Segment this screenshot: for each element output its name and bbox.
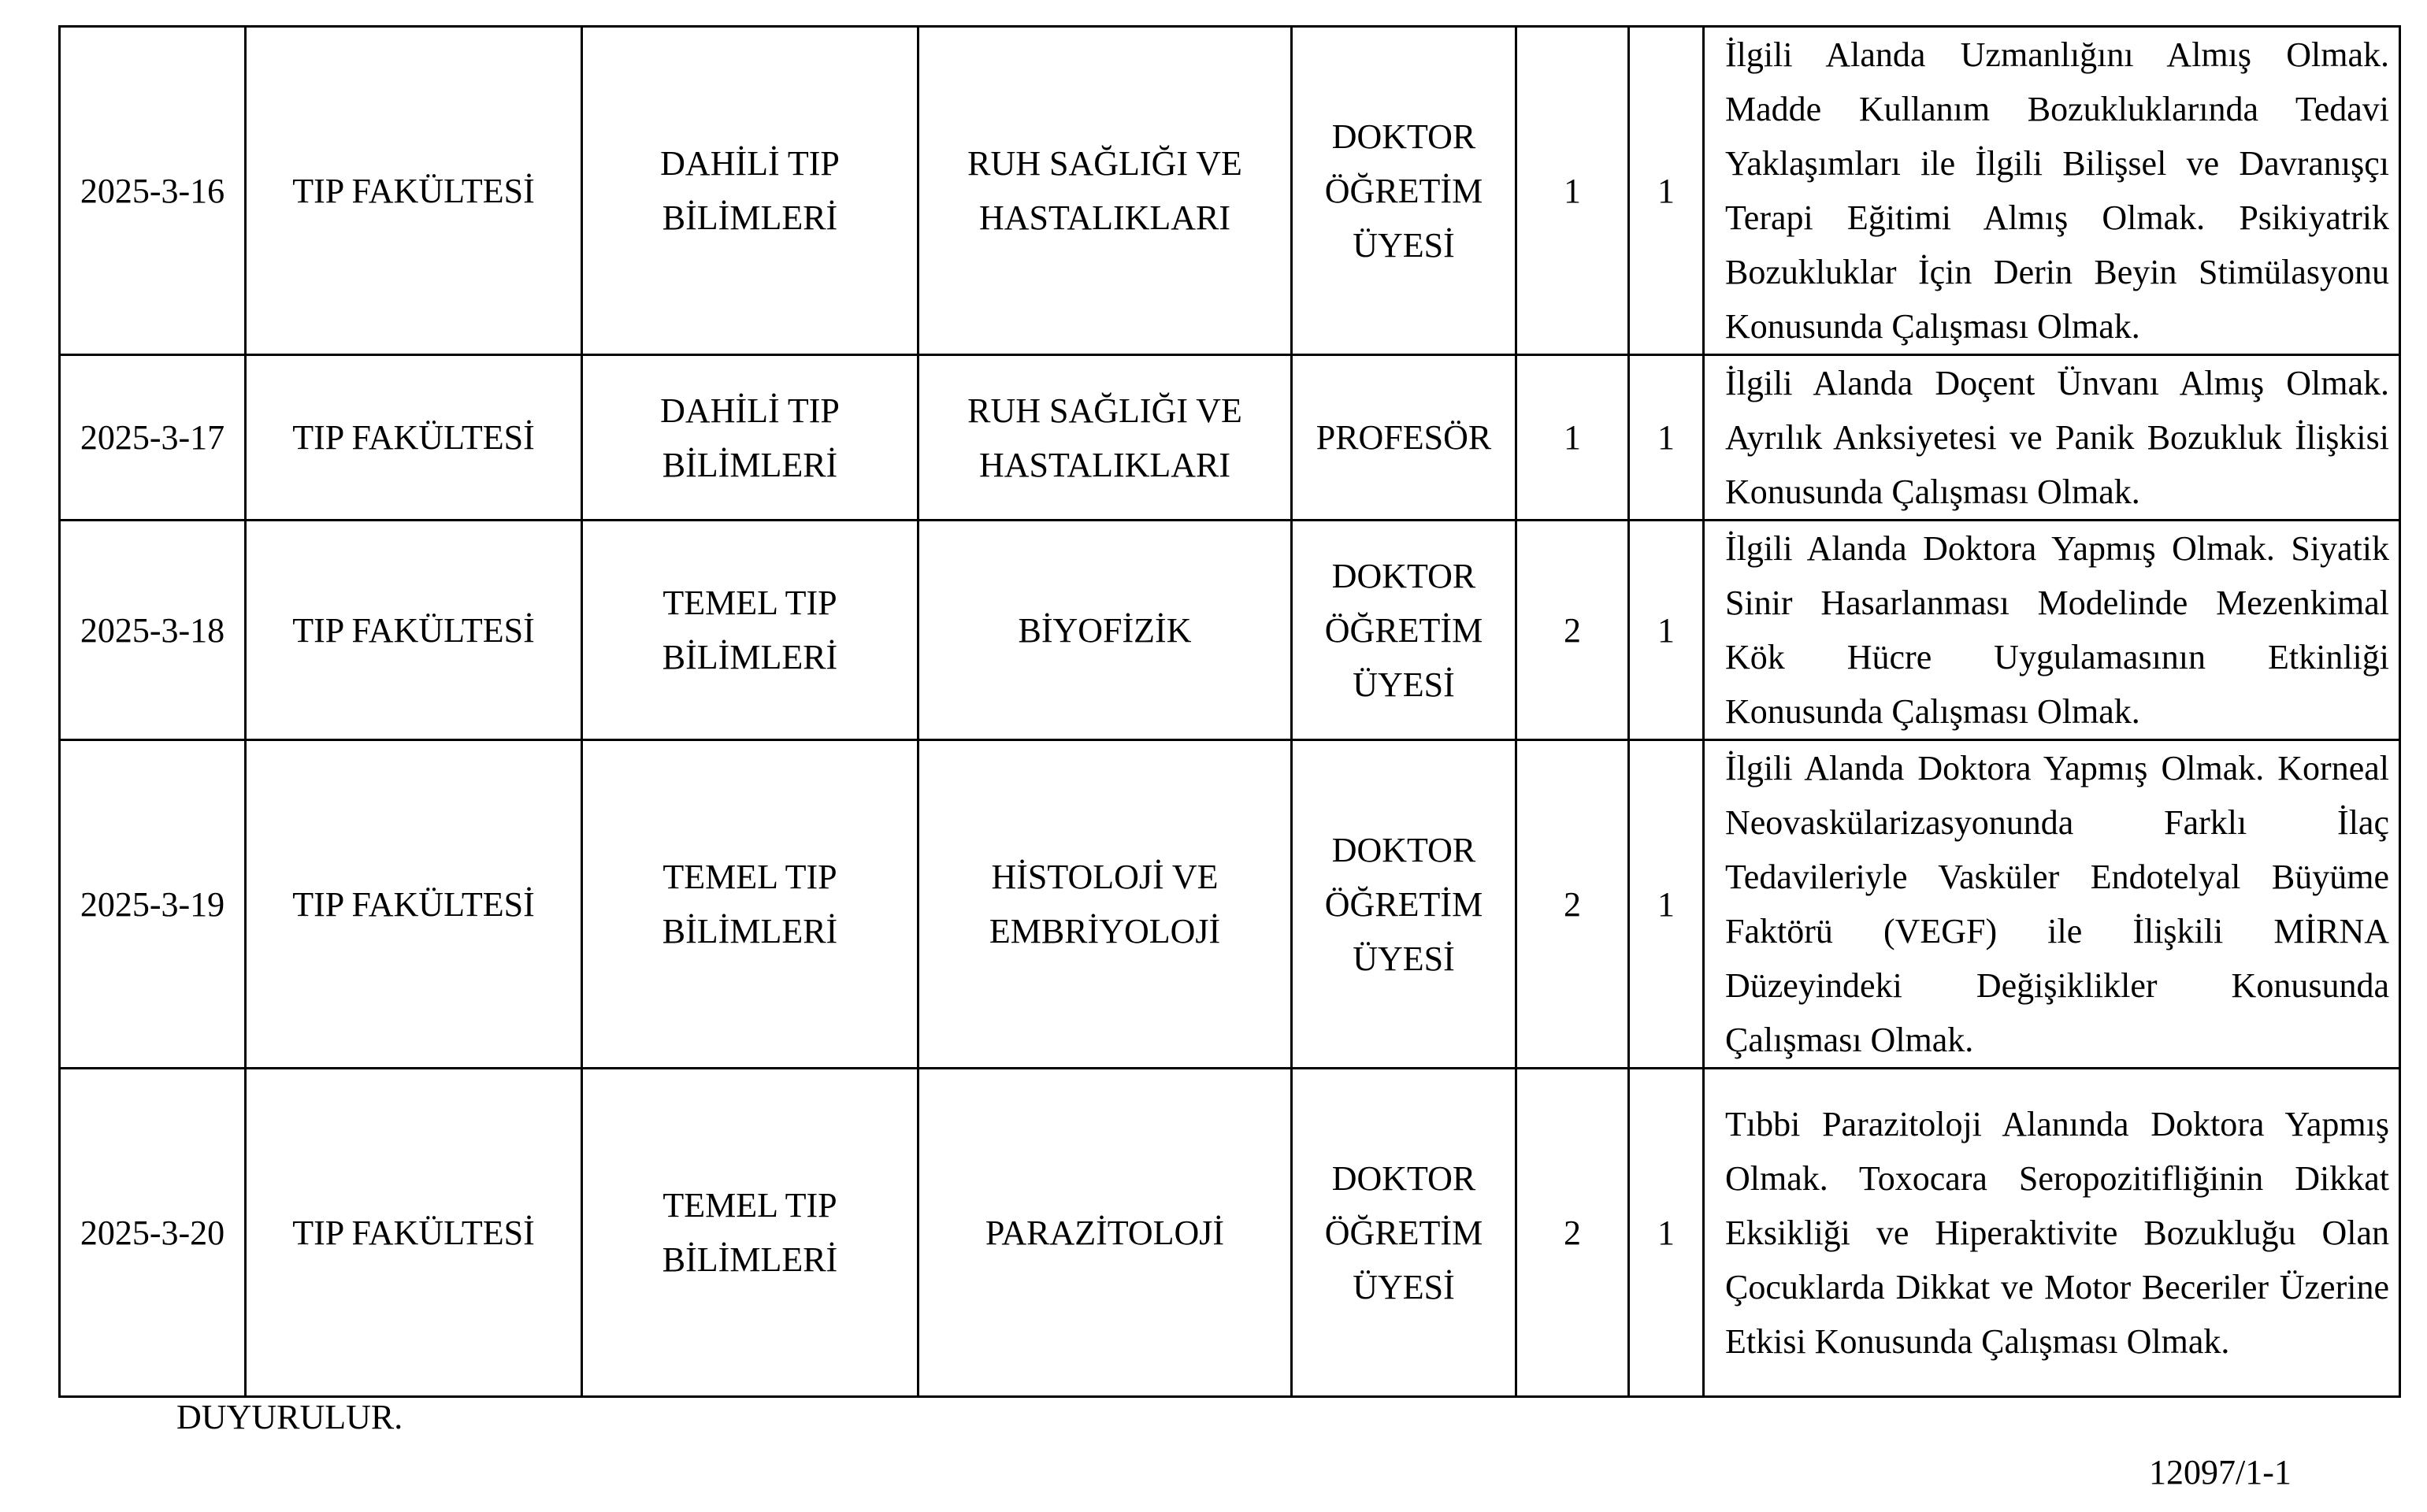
faculty-cell: TIP FAKÜLTESİ: [246, 355, 582, 521]
requirements-cell: İlgili Alanda Doçent Ünvanı Almış Olmak. Ayrılık Anksiyetesi ve Panik Bozukluk İlişkisi Konusunda Çalışması Olmak.: [1704, 355, 2400, 521]
department-cell: TEMEL TIP BİLİMLERİ: [582, 740, 918, 1069]
division-cell: PARAZİTOLOJİ: [918, 1069, 1292, 1397]
department-cell: TEMEL TIP BİLİMLERİ: [582, 1069, 918, 1397]
count-cell: 1: [1629, 355, 1704, 521]
table-row: [60, 521, 2400, 740]
requirements-cell: Tıbbi Parazitoloji Alanında Doktora Yapmış Olmak. Toxocara Seropozitifliğinin Dikkat Eksikliği ve Hiperaktivite Bozukluğu Olan Çocuklarda Dikkat ve Motor Beceriler Üzerine Etkisi Konusunda Çalışması Olmak.: [1704, 1069, 2400, 1397]
requirements-cell: İlgili Alanda Doktora Yapmış Olmak. Korneal Neovaskülarizasyonunda Farklı İlaç Tedavileriyle Vasküler Endotelyal Büyüme Faktörü (VEGF) ile İlişkili MİRNA Düzeyindeki Değişiklikler Konusunda Çalışması Olmak.: [1704, 740, 2400, 1069]
degree-cell: 1: [1516, 27, 1629, 355]
degree-cell: 1: [1516, 355, 1629, 521]
announcement-number-cell: 2025-3-17: [60, 355, 246, 521]
table-row: [60, 740, 2400, 1069]
title-cell: DOKTOR ÖĞRETİM ÜYESİ: [1292, 740, 1516, 1069]
faculty-cell: TIP FAKÜLTESİ: [246, 740, 582, 1069]
degree-cell: 2: [1516, 1069, 1629, 1397]
position-table: [58, 25, 2401, 1398]
announcement-number-cell: 2025-3-16: [60, 27, 246, 355]
division-cell: RUH SAĞLIĞI VE HASTALIKLARI: [918, 27, 1292, 355]
table-row: [60, 27, 2400, 355]
title-cell: DOKTOR ÖĞRETİM ÜYESİ: [1292, 1069, 1516, 1397]
table-row: [60, 355, 2400, 521]
count-cell: 1: [1629, 1069, 1704, 1397]
count-cell: 1: [1629, 521, 1704, 740]
count-cell: 1: [1629, 740, 1704, 1069]
faculty-cell: TIP FAKÜLTESİ: [246, 27, 582, 355]
department-cell: DAHİLİ TIP BİLİMLERİ: [582, 27, 918, 355]
degree-cell: 2: [1516, 740, 1629, 1069]
announcement-number-cell: 2025-3-19: [60, 740, 246, 1069]
announcement-number-cell: 2025-3-20: [60, 1069, 246, 1397]
document-number: 12097/1-1: [2149, 1453, 2292, 1492]
division-cell: RUH SAĞLIĞI VE HASTALIKLARI: [918, 355, 1292, 521]
title-cell: DOKTOR ÖĞRETİM ÜYESİ: [1292, 27, 1516, 355]
announcement-number-cell: 2025-3-18: [60, 521, 246, 740]
department-cell: DAHİLİ TIP BİLİMLERİ: [582, 355, 918, 521]
title-cell: PROFESÖR: [1292, 355, 1516, 521]
degree-cell: 2: [1516, 521, 1629, 740]
count-cell: 1: [1629, 27, 1704, 355]
table-row: [60, 1069, 2400, 1397]
requirements-cell: İlgili Alanda Uzmanlığını Almış Olmak. Madde Kullanım Bozukluklarında Tedavi Yaklaşımları ile İlgili Bilişsel ve Davranışçı Terapi Eğitimi Almış Olmak. Psikiyatrik Bozukluklar İçin Derin Beyin Stimülasyonu Konusunda Çalışması Olmak.: [1704, 27, 2400, 355]
requirements-cell: İlgili Alanda Doktora Yapmış Olmak. Siyatik Sinir Hasarlanması Modelinde Mezenkimal Kök Hücre Uygulamasının Etkinliği Konusunda Çalışması Olmak.: [1704, 521, 2400, 740]
faculty-cell: TIP FAKÜLTESİ: [246, 1069, 582, 1397]
announcement-closing: DUYURULUR.: [176, 1398, 403, 1436]
title-cell: DOKTOR ÖĞRETİM ÜYESİ: [1292, 521, 1516, 740]
division-cell: HİSTOLOJİ VE EMBRİYOLOJİ: [918, 740, 1292, 1069]
division-cell: BİYOFİZİK: [918, 521, 1292, 740]
faculty-cell: TIP FAKÜLTESİ: [246, 521, 582, 740]
department-cell: TEMEL TIP BİLİMLERİ: [582, 521, 918, 740]
